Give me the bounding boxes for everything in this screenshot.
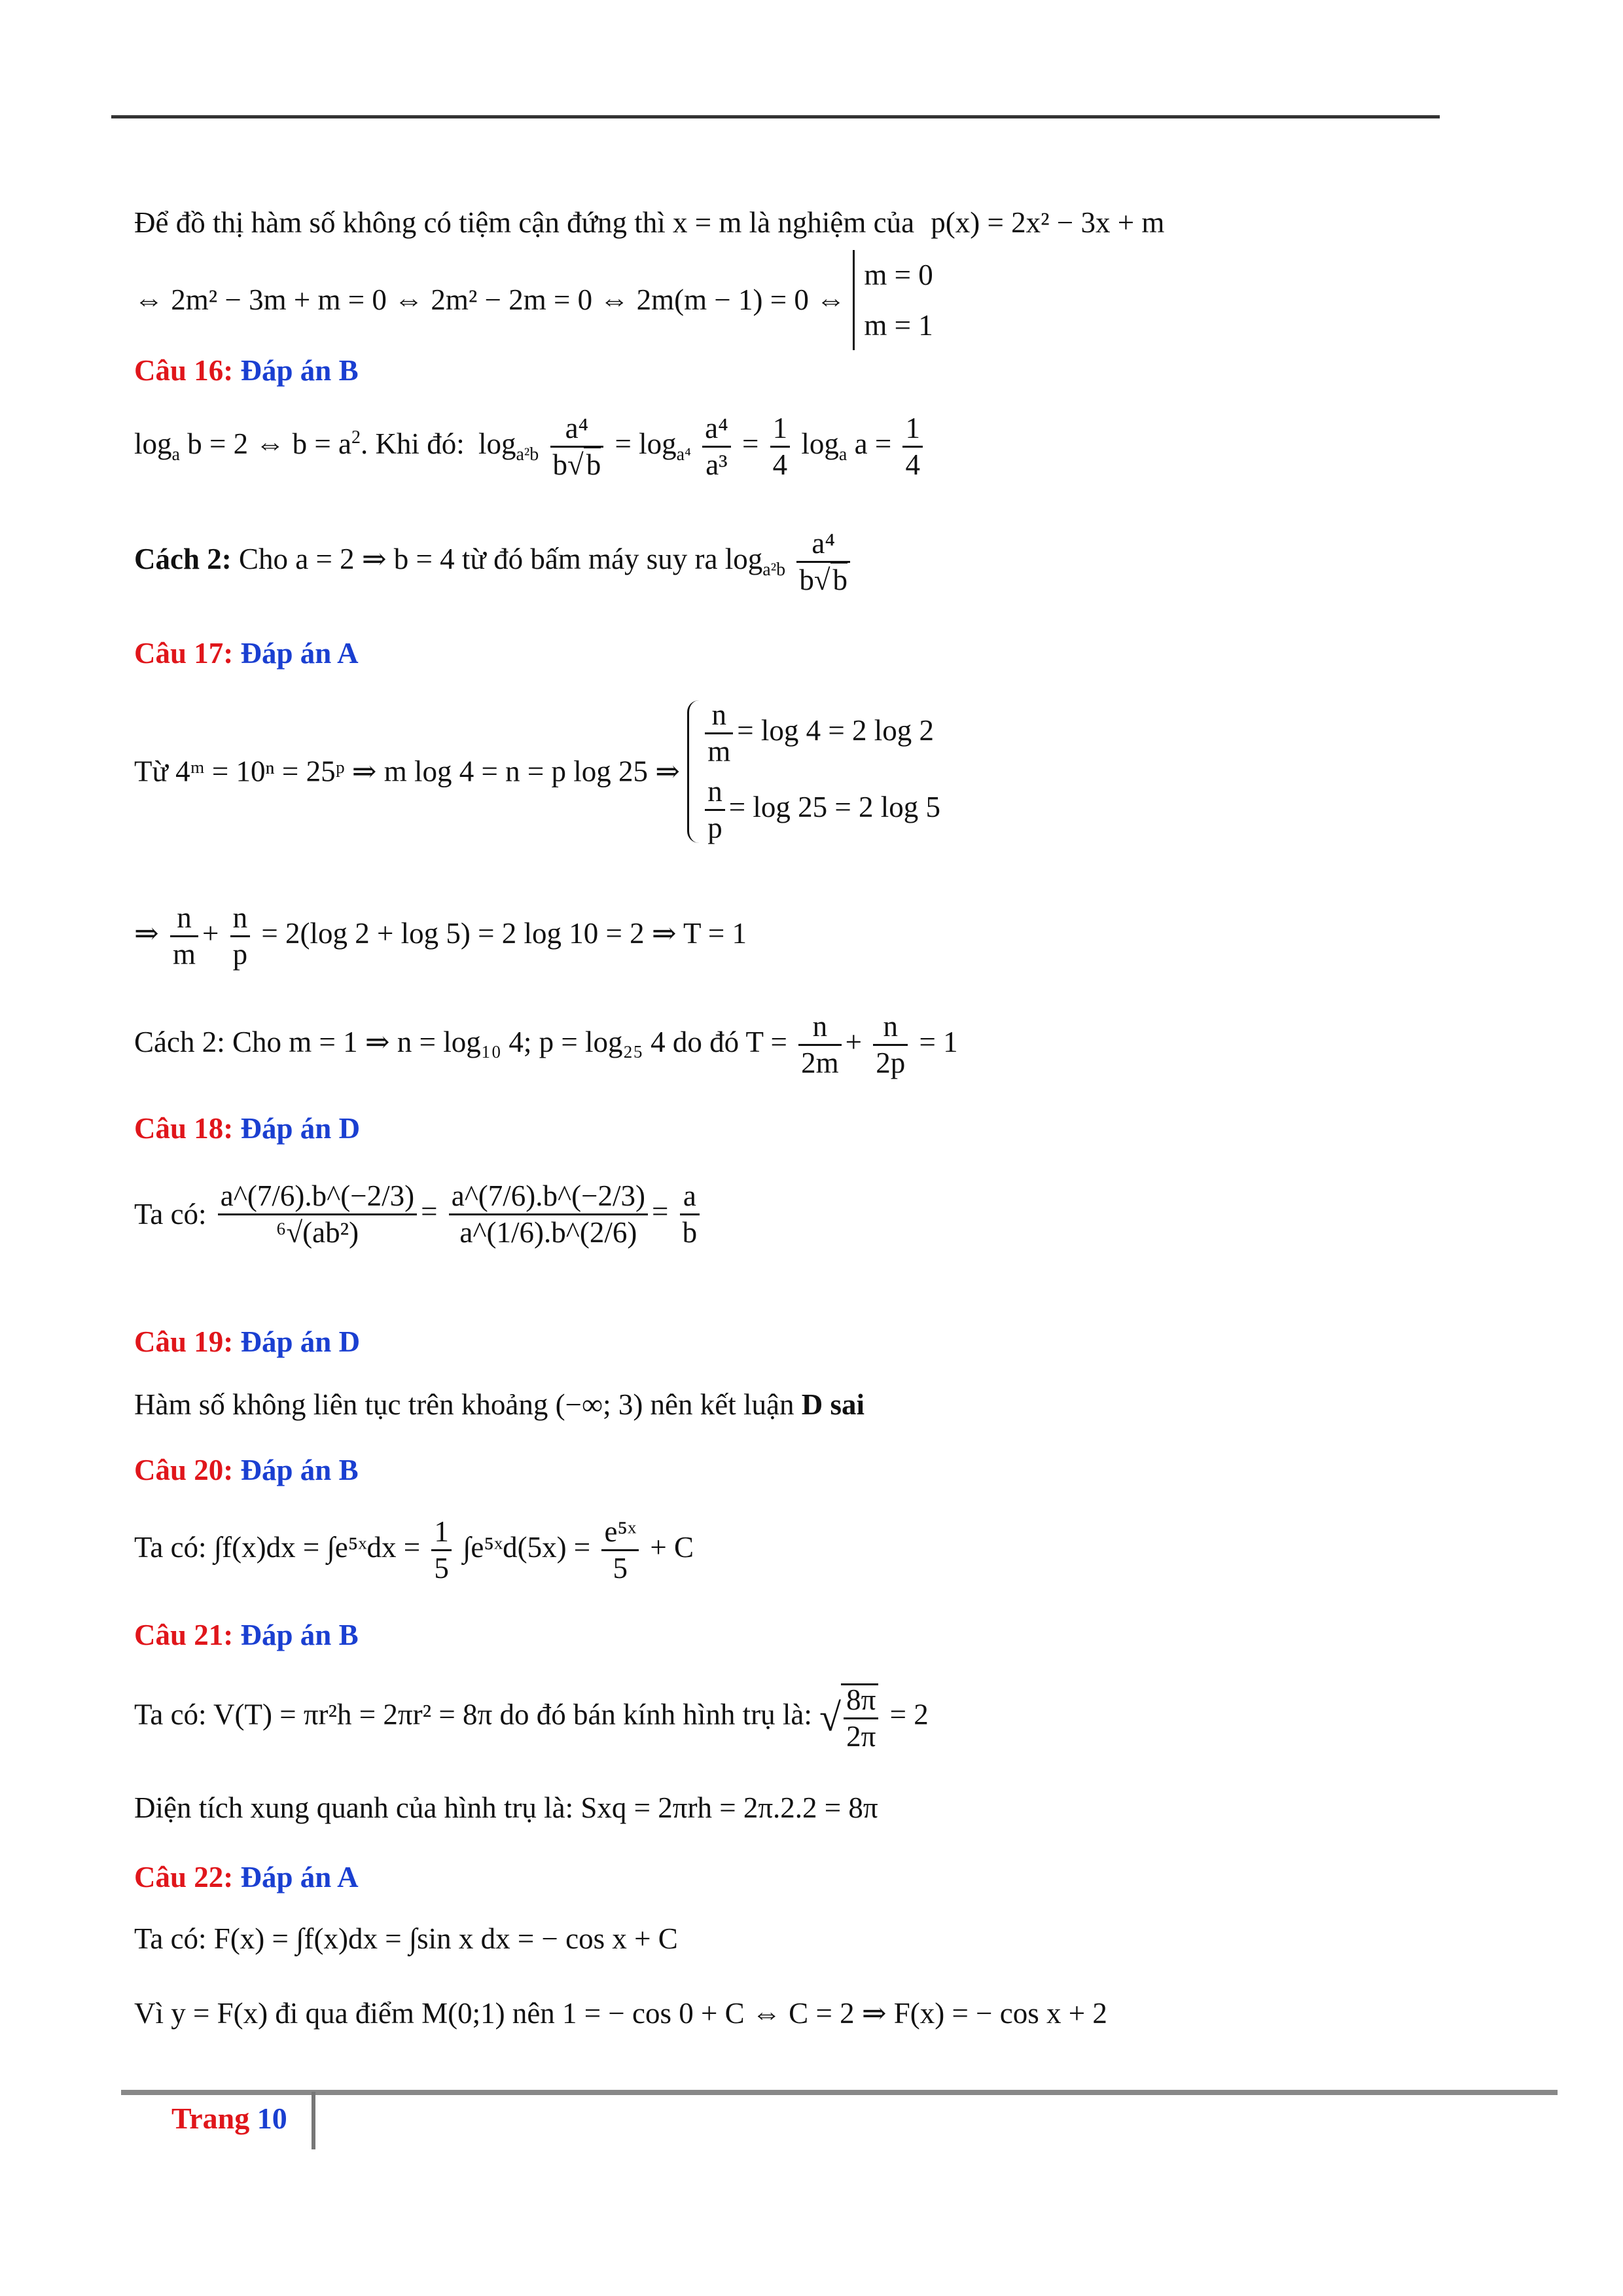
denominator: 4 — [772, 448, 788, 481]
question-heading — [134, 639, 359, 668]
denominator-part: b — [552, 448, 568, 481]
case-item — [701, 777, 940, 843]
header-rule — [111, 115, 1440, 118]
answer-label: Đáp án B — [240, 354, 359, 387]
math-expr: = 1 — [919, 1025, 958, 1058]
denominator: p — [232, 938, 248, 971]
fraction — [431, 1517, 452, 1583]
math-expr: = log 4 = 2 log 2 — [737, 713, 935, 747]
line-text: Từ — [134, 755, 168, 788]
math-expr: ∫e⁵ˣd(5x) = — [463, 1530, 591, 1564]
math-expr: 4ᵐ = 10ⁿ = 25ᵖ ⇒ m log 4 = n = p log 25 ⇒ — [175, 755, 680, 788]
numerator: a^(7/6).b^(−2/3) — [449, 1181, 648, 1215]
case-bracket — [853, 250, 933, 350]
math-expr: log — [801, 427, 839, 460]
fraction — [680, 1181, 700, 1247]
math-expr: V(T) = πr²h = 2πr² = 8π do đó bán kính hình trụ là: — [213, 1698, 812, 1731]
text-line — [134, 1683, 929, 1751]
text-line — [134, 1924, 678, 1954]
denominator: 5 — [613, 1552, 628, 1585]
sqrt-part: b — [830, 562, 848, 596]
question-number: Câu 18: — [134, 1112, 234, 1145]
fraction — [798, 1012, 842, 1078]
answer-label: Đáp án A — [240, 637, 359, 670]
line-text: Cách 2: Cho m = 1 ⇒ n = log₁₀ 4; p = log₂₅ 4 do đó T = — [134, 1025, 787, 1058]
footer-rule — [121, 2090, 1558, 2095]
math-expr: log — [478, 427, 516, 460]
line-text: Hàm số không liên tục trên khoảng (−∞; 3) nên kết luận — [134, 1388, 794, 1421]
subscript: a²b — [516, 444, 539, 465]
answer-label: Đáp án D — [240, 1112, 361, 1145]
denominator-part: b — [799, 564, 814, 596]
text-line — [134, 1793, 878, 1823]
denominator: 2m — [801, 1047, 839, 1079]
text-line — [134, 208, 1164, 238]
denominator: b√b — [796, 563, 850, 595]
fraction — [601, 1517, 639, 1583]
fraction — [770, 414, 791, 480]
fraction — [902, 414, 923, 480]
math-expr: = — [742, 427, 766, 460]
line-text: Vì y = F(x) đi qua điểm M(0;1) nên 1 = − cos 0 + C ⇔ C = 2 ⇒ F(x) = − cos x + 2 — [134, 1997, 1107, 2030]
numerator: a⁴ — [702, 414, 731, 448]
fraction — [218, 1181, 417, 1247]
question-heading — [134, 1621, 359, 1650]
math-expr: ⇒ — [134, 916, 159, 950]
fraction — [705, 700, 733, 766]
fraction — [705, 777, 725, 843]
superscript: 2 — [351, 427, 361, 448]
numerator: 1 — [902, 414, 923, 448]
denominator: 4 — [905, 448, 920, 481]
math-expr: b = 2 ⇔ b = a — [187, 427, 351, 460]
question-number: Câu 20: — [134, 1454, 234, 1486]
page-number — [171, 2101, 287, 2136]
denominator: ⁶√(ab²) — [276, 1216, 359, 1249]
question-heading — [134, 1863, 359, 1892]
case-item: m = 0 — [864, 259, 933, 291]
subscript: a — [838, 444, 847, 465]
numerator: n — [873, 1012, 908, 1046]
footer-divider — [312, 2092, 315, 2149]
numerator: a⁴ — [550, 414, 604, 448]
sqrt-sign: √ — [819, 1696, 842, 1739]
denominator: 2π — [846, 1720, 876, 1753]
question-number: Câu 22: — [134, 1861, 234, 1893]
fraction — [841, 1683, 878, 1751]
numerator: 1 — [431, 1517, 452, 1551]
math-expr: = log — [615, 427, 677, 460]
answer-label: Đáp án B — [240, 1454, 359, 1486]
numerator: n — [170, 903, 198, 937]
text-line — [134, 414, 927, 480]
numerator: a⁴ — [796, 529, 850, 563]
denominator: p — [707, 812, 722, 844]
question-heading — [134, 356, 359, 386]
numerator: a — [680, 1181, 700, 1215]
text-line: ⇒ $\frac{n}{m}$ + $\frac{n}{p}$ = 2(log 2 + log 5) = 2 log 10 = 2 ⇒ T = 1 — [134, 901, 747, 971]
numerator: e⁵ˣ — [601, 1517, 639, 1551]
text-line — [134, 250, 933, 350]
line-text: . Khi đó: — [360, 427, 465, 460]
denominator: 5 — [434, 1552, 449, 1585]
math-expr: log — [134, 427, 172, 460]
question-number: Câu 19: — [134, 1325, 234, 1358]
answer-label: Đáp án B — [240, 1619, 359, 1651]
fraction — [796, 529, 850, 595]
denominator: m — [707, 735, 731, 768]
conclusion: D sai — [801, 1388, 865, 1421]
question-number: Câu 21: — [134, 1619, 234, 1651]
case-brace — [687, 700, 940, 843]
subscript: a⁴ — [676, 444, 691, 465]
text-line — [134, 529, 854, 595]
text-line — [134, 1390, 865, 1420]
sqrt-part: b — [584, 446, 601, 481]
line-text: Cho a = 2 ⇒ b = 4 từ đó bấm máy suy ra log — [238, 542, 763, 575]
numerator: n — [705, 700, 733, 734]
fraction — [230, 903, 251, 969]
numerator: n — [230, 903, 251, 937]
denominator: b — [682, 1216, 698, 1249]
numerator: 1 — [770, 414, 791, 448]
question-number: Câu 17: — [134, 637, 234, 670]
page-label: Trang — [171, 2102, 250, 2135]
line-text: Ta có: — [134, 1198, 207, 1230]
case-item — [701, 700, 940, 766]
math-expr: a = — [854, 427, 899, 460]
text-line — [134, 1999, 1107, 2028]
math-expr: ∫f(x)dx = ∫e⁵ˣdx = — [213, 1530, 421, 1564]
question-number: Câu 16: — [134, 354, 234, 387]
fraction — [702, 414, 731, 480]
fraction — [550, 414, 604, 480]
numerator: a^(7/6).b^(−2/3) — [218, 1181, 417, 1215]
numerator: 8π — [844, 1685, 878, 1719]
answer-label: Đáp án A — [240, 1861, 359, 1893]
line-text: Để đồ thị hàm số không có tiệm cận đứng thì x = m là nghiệm của — [134, 206, 915, 239]
line-text: Ta có: — [134, 1698, 207, 1731]
page-number-value: 10 — [257, 2102, 287, 2135]
fraction — [170, 903, 198, 969]
text-line — [134, 700, 940, 843]
text-line: Ta có: $\frac{a\^{}(7/6).b\^{}(-2/3)}{\text{⁶√(ab²)}}$ = $\frac{a\^{}(7/6).b\^{}(-2/3)}{a\^{}(1/6).b\^{}(2/6)}$ = $\frac{a}{b}$ — [134, 1181, 704, 1247]
text-line: Cách 2: Cho m = 1 ⇒ n = log₁₀ 4; p = log₂₅ 4 do đó T = $\frac{n}{2m}$ + $\frac{n}{2p}$ = 1 — [134, 1010, 958, 1079]
question-heading — [134, 1327, 360, 1357]
math-expr: ⇔ 2m² − 3m + m = 0 ⇔ 2m² − 2m = 0 ⇔ 2m(m − 1) = 0 ⇔ — [134, 283, 846, 316]
math-expr: = 2 — [889, 1698, 929, 1731]
method-label: Cách 2: — [134, 542, 232, 575]
fraction — [873, 1012, 908, 1078]
denominator: m — [172, 938, 196, 971]
line-text: Diện tích xung quanh của hình trụ là: Sxq = 2πrh = 2π.2.2 = 8π — [134, 1791, 878, 1824]
case-item: m = 1 — [864, 308, 933, 342]
math-expr: p(x) = 2x² − 3x + m — [931, 206, 1165, 239]
math-expr: = 2(log 2 + log 5) = 2 log 10 = 2 ⇒ T = 1 — [261, 916, 747, 950]
denominator: b√b — [550, 448, 604, 480]
line-text: Ta có: — [134, 1530, 207, 1564]
numerator: n — [798, 1012, 842, 1046]
denominator: a^(1/6).b^(2/6) — [459, 1216, 637, 1249]
subscript: a — [171, 444, 180, 465]
question-heading — [134, 1114, 360, 1143]
text-line — [134, 1517, 694, 1583]
subscript: a²b — [762, 559, 786, 580]
denominator: 2p — [876, 1047, 906, 1079]
line-text: Ta có: F(x) = ∫f(x)dx = ∫sin x dx = − cos x + C — [134, 1922, 678, 1955]
fraction — [449, 1181, 648, 1247]
question-heading — [134, 1456, 359, 1485]
numerator: n — [705, 777, 725, 811]
math-expr: = log 25 = 2 log 5 — [728, 790, 941, 823]
denominator: a³ — [705, 448, 728, 481]
math-expr: + C — [650, 1530, 694, 1564]
answer-label: Đáp án D — [240, 1325, 361, 1358]
